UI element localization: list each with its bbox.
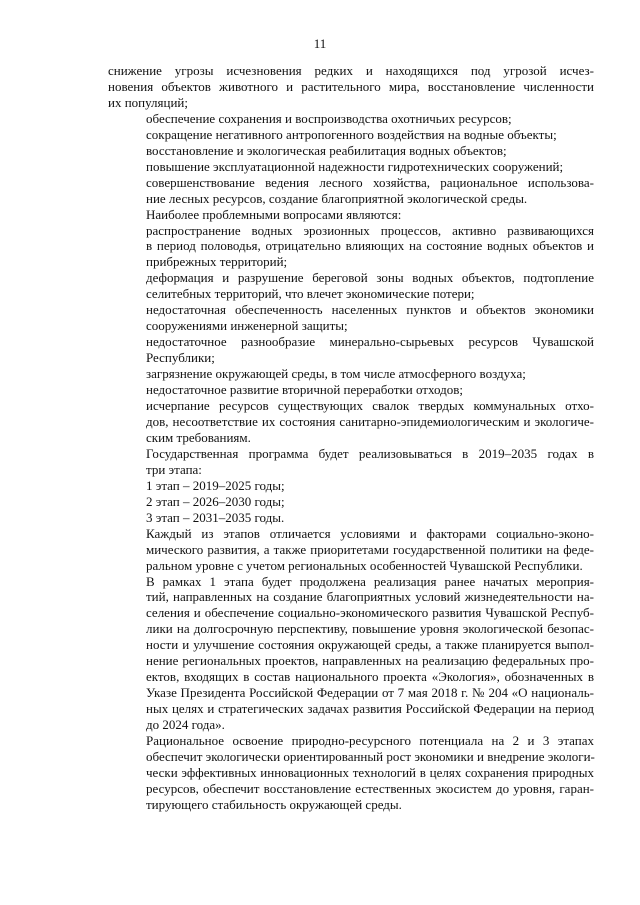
text-line: В рамках 1 этапа будет продолжена реализация ранее начатых мероприя- (146, 573, 594, 589)
paragraph (108, 446, 594, 478)
text-line: селения и обеспечение социально-экономического развития Чувашской Респуб- (146, 605, 594, 621)
text-line: мического развития, а также приоритетами государственной политики на феде- (146, 541, 594, 557)
paragraph (108, 223, 594, 271)
text-line: совершенствование ведения лесного хозяйства, рациональное использова- (146, 174, 594, 190)
text-line: до 2024 года». (146, 717, 225, 733)
text-line: три этапа: (146, 461, 202, 477)
paragraph (108, 382, 594, 398)
paragraph (108, 334, 594, 366)
text-line: ральном уровне с учетом региональных особенностей Чувашской Республики. (146, 557, 583, 573)
text-line: 1 этап – 2019–2025 годы; (146, 477, 285, 493)
paragraph (108, 63, 594, 111)
text-line: прибрежных территорий; (146, 254, 288, 270)
text-line: 3 этап – 2031–2035 годы. (146, 509, 285, 525)
text-line: чески эффективных инновационных технологий в целях сохранения природных (146, 764, 594, 780)
text-line: ности и улучшение состояния окружающей среды, а также планируется выпол- (146, 637, 594, 653)
text-line: в период половодья, отрицательно влияющих на состояние водных объектов и (146, 238, 594, 254)
text-line: недостаточное развитие вторичной переработки отходов; (146, 382, 463, 398)
paragraph (108, 398, 594, 446)
paragraph (108, 207, 594, 223)
text-line: лики на долгосрочную перспективу, повышение уровня экологической безопас- (146, 621, 594, 637)
text-line: деформация и разрушение береговой зоны водных объектов, подтопление (146, 270, 594, 286)
text-line: повышение эксплуатационной надежности гидротехнических сооружений; (146, 158, 564, 174)
text-line: восстановление и экологическая реабилитация водных объектов; (146, 142, 507, 158)
text-line: ние лесных ресурсов, создание благоприятной экологической среды. (146, 190, 528, 206)
text-line: исчерпание ресурсов существующих свалок твердых коммунальных отхо- (146, 398, 594, 414)
text-line: Государственная программа будет реализовываться в 2019–2035 годах в (146, 445, 594, 461)
text-line: сооружениями инженерной защиты; (146, 318, 348, 334)
paragraph (108, 270, 594, 302)
text-line: снижение угрозы исчезновения редких и находящихся под угрозой исчез- (108, 63, 594, 78)
document-body (108, 63, 594, 813)
text-line: Каждый из этапов отличается условиями и факторами социально-эконо- (146, 525, 594, 541)
paragraph (108, 366, 594, 382)
paragraph (108, 159, 594, 175)
text-line: 2 этап – 2026–2030 годы; (146, 493, 285, 509)
text-line: недостаточное разнообразие минерально-сырьевых ресурсов Чувашской (146, 334, 594, 350)
text-line: ским требованиям. (146, 429, 251, 445)
page-number: 11 (313, 36, 327, 51)
text-line: обеспечит экологически ориентированный рост экономики и внедрение экологи- (146, 748, 595, 764)
text-line: Республики; (146, 350, 215, 366)
text-line: тий, направленных на создание благоприятных условий жизнедеятельности на- (146, 589, 594, 605)
text-line: загрязнение окружающей среды, в том числе атмосферного воздуха; (146, 366, 526, 382)
text-line: сокращение негативного антропогенного воздействия на водные объекты; (146, 126, 557, 142)
paragraph (108, 733, 594, 813)
text-line: их популяций; (108, 94, 188, 110)
paragraph (108, 510, 594, 526)
paragraph (108, 175, 594, 207)
paragraph (108, 478, 594, 494)
paragraph (108, 302, 594, 334)
text-line: ресурсов, обеспечит восстановление естественных экосистем до уровня, гаран- (146, 780, 594, 796)
text-line: обеспечение сохранения и воспроизводства охотничьих ресурсов; (146, 110, 512, 126)
paragraph (108, 574, 594, 734)
text-line: тирующего стабильность окружающей среды. (146, 796, 402, 812)
text-line: дов, несоответствие их состояния санитарно-эпидемиологическим и экологиче- (146, 413, 594, 429)
text-line: нение региональных проектов, направленных на реализацию федеральных про- (146, 653, 594, 669)
paragraph (108, 143, 594, 159)
text-line: Рациональное освоение природно-ресурсного потенциала на 2 и 3 этапах (146, 733, 594, 749)
text-line: ных целях и стратегических задачах развития Российской Федерации на период (146, 701, 594, 717)
paragraph (108, 127, 594, 143)
text-line: ектов, входящих в состав национального проекта «Экология», обозначенных в (146, 669, 594, 685)
paragraph (108, 494, 594, 510)
text-line: недостаточная обеспеченность населенных пунктов и объектов экономики (146, 302, 594, 318)
paragraph (108, 526, 594, 574)
text-line: новения объектов животного и растительного мира, восстановление численности (108, 78, 594, 94)
text-line: распространение водных эрозионных процессов, активно развивающихся (146, 222, 594, 238)
text-line: селитебных территорий, что влечет экономические потери; (146, 286, 475, 302)
text-line: Наиболее проблемными вопросами являются: (146, 206, 402, 222)
paragraph (108, 111, 594, 127)
text-line: Указе Президента Российской Федерации от 7 мая 2018 г. № 204 «О националь- (146, 685, 594, 701)
